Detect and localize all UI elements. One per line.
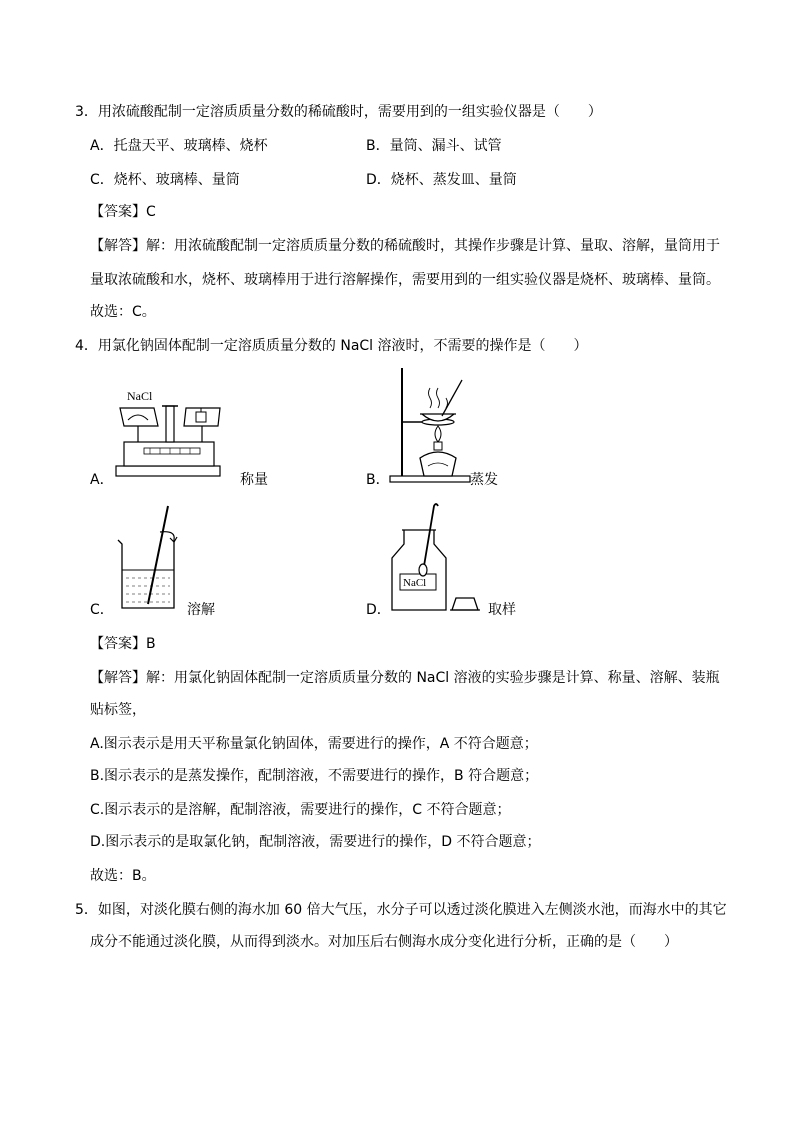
q4-analysis-a: A.图示表示是用天平称量氯化钠固体，需要进行的操作，A 不符合题意； [90, 736, 538, 752]
figure-a-caption: 称量 [240, 472, 268, 488]
q3-conclusion: 故选：C。 [90, 304, 156, 320]
figure-a-label: A． [90, 472, 114, 488]
q4-conclusion: 故选：B。 [90, 868, 156, 884]
figure-d-nacl-label: NaCl [403, 577, 427, 589]
q4-answer: 【答案】B [90, 636, 156, 652]
q4-stem: 4．用氯化钠固体配制一定溶质质量分数的 NaCl 溶液时，不需要的操作是（ ） [75, 338, 588, 354]
q5-stem-line2: 成分不能通过淡化膜，从而得到淡水。对加压后右侧海水成分变化进行分析，正确的是（ ） [90, 934, 678, 950]
q3-option-d: D．烧杯、蒸发皿、量筒 [366, 172, 517, 188]
figure-b-caption: 蒸发 [470, 472, 498, 488]
q3-stem: 3．用浓硫酸配制一定溶质质量分数的稀硫酸时，需要用到的一组实验仪器是（ ） [75, 104, 602, 120]
figure-a-balance [110, 370, 240, 480]
q3-answer: 【答案】C [90, 204, 156, 220]
q4-analysis-c: C.图示表示的是溶解，配制溶液，需要进行的操作，C 不符合题意； [90, 802, 511, 818]
q4-analysis-line1: 【解答】解：用氯化钠固体配制一定溶质质量分数的 NaCl 溶液的实验步骤是计算、称量、溶解、装瓶 [90, 670, 720, 686]
q3-option-a: A．托盘天平、玻璃棒、烧杯 [90, 138, 268, 154]
q4-analysis-d: D.图示表示的是取氯化钠，配制溶液，需要进行的操作，D 不符合题意； [90, 834, 541, 850]
q3-option-c: C．烧杯、玻璃棒、量筒 [90, 172, 240, 188]
figure-b-evaporation [386, 366, 470, 484]
q3-analysis-line2: 量取浓硫酸和水，烧杯、玻璃棒用于进行溶解操作，需要用到的一组实验仪器是烧杯、玻璃棒、量筒。 [90, 272, 720, 288]
q3-analysis-line1: 【解答】解：用浓硫酸配制一定溶质质量分数的稀硫酸时，其操作步骤是计算、量取、溶解，量筒用于 [90, 238, 720, 254]
q3-option-b: B．量筒、漏斗、试管 [366, 138, 502, 154]
q5-stem-line1: 5．如图，对淡化膜右侧的海水加 60 倍大气压，水分子可以透过淡化膜进入左侧淡水池，而海水中的其它 [75, 902, 727, 918]
figure-d-label: D． [366, 602, 391, 618]
q4-analysis-b: B.图示表示的是蒸发操作，配制溶液，不需要进行的操作，B 符合题意； [90, 768, 539, 784]
figure-d-sampling [388, 500, 486, 614]
figure-c-caption: 溶解 [187, 602, 215, 618]
figure-d-caption: 取样 [488, 602, 516, 618]
figure-c-label: C． [90, 602, 114, 618]
figure-a-nacl-label: NaCl [127, 389, 153, 403]
figure-b-label: B． [366, 472, 390, 488]
figure-c-dissolving [110, 500, 188, 612]
q4-analysis-line2: 贴标签， [90, 702, 146, 718]
